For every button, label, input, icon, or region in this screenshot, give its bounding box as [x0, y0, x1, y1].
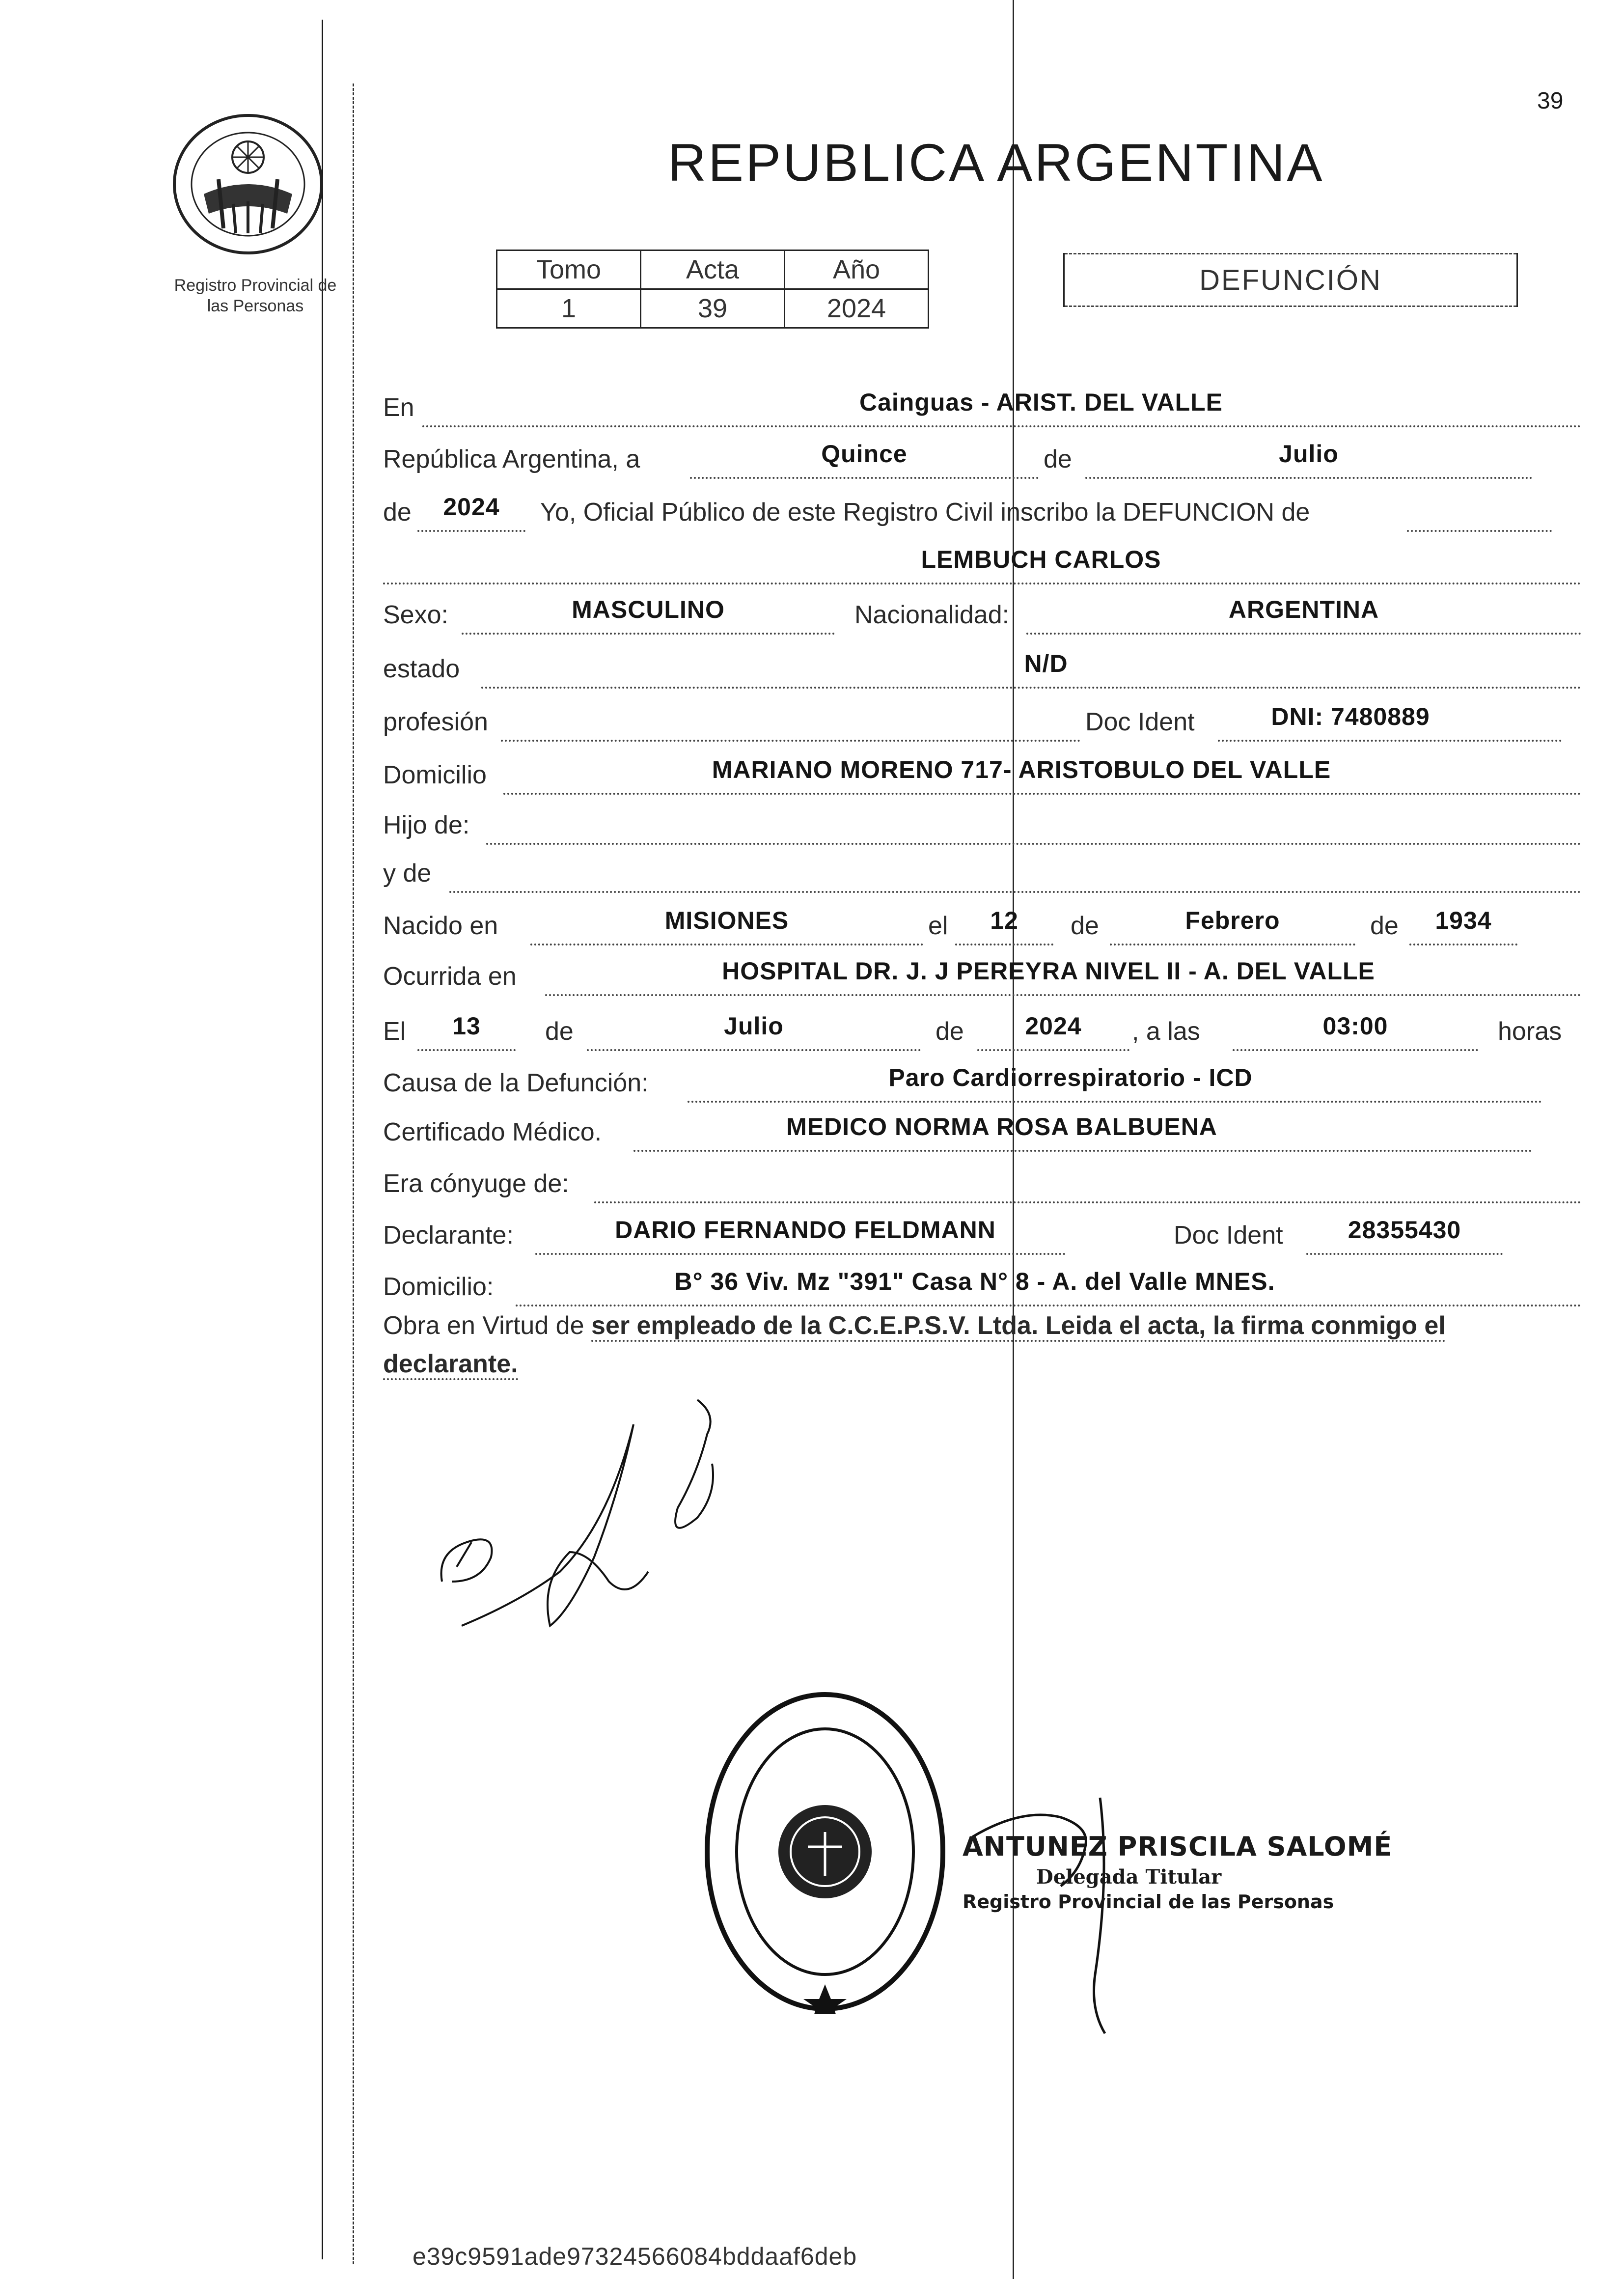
- tomo-value: 1: [497, 289, 641, 328]
- registry-caption: [152, 275, 358, 316]
- declarante-doc-value: 28355430: [1348, 1216, 1461, 1244]
- deceased-name: LEMBUCH CARLOS: [921, 546, 1161, 573]
- official-role: Delegada Titular: [1036, 1865, 1222, 1889]
- acta-header: Acta: [641, 250, 785, 289]
- official-office: Registro Provincial de las Personas: [963, 1891, 1334, 1913]
- doc-value: DNI: 7480889: [1271, 703, 1430, 730]
- oficial-text: Yo, Oficial Público de este Registro Civil inscribo la DEFUNCION de: [540, 498, 1310, 527]
- month-written: Julio: [1279, 440, 1339, 468]
- record-type: DEFUNCIÓN: [1199, 264, 1382, 296]
- nacido-label: Nacido en: [383, 912, 498, 940]
- birth-day: 12: [990, 907, 1018, 934]
- death-day: 13: [452, 1012, 481, 1040]
- doc-label: Doc Ident: [1085, 708, 1195, 736]
- row-estado: [383, 649, 1581, 684]
- declarante-value: DARIO FERNANDO FELDMANN: [615, 1216, 996, 1244]
- nacido-value: MISIONES: [664, 907, 789, 934]
- el-label: el: [928, 912, 948, 940]
- sexo-value: MASCULINO: [572, 596, 725, 623]
- y-de-label: y de: [383, 859, 432, 888]
- tomo-header: Tomo: [497, 250, 641, 289]
- row-nombre: [383, 545, 1581, 580]
- domicilio-label: Domicilio: [383, 761, 487, 789]
- page-title: REPUBLICA ARGENTINA: [668, 133, 1324, 192]
- birth-year: 1934: [1435, 907, 1492, 934]
- declarant-signature: [422, 1395, 766, 1690]
- ocurrida-label: Ocurrida en: [383, 962, 517, 991]
- en-value: Cainguas - ARIST. DEL VALLE: [859, 389, 1223, 416]
- provincial-seal-icon: [165, 106, 331, 263]
- registry-caption-line2: las Personas: [207, 297, 304, 315]
- de-label: de: [1044, 445, 1072, 473]
- a-las-label: , a las: [1132, 1017, 1200, 1046]
- nacionalidad-label: Nacionalidad:: [854, 601, 1010, 629]
- row-fecha: [383, 440, 1581, 474]
- row-profesion: [383, 702, 1581, 737]
- registry-caption-line1: Registro Provincial de: [174, 276, 337, 295]
- hijo-label: Hijo de:: [383, 811, 470, 839]
- declarante-domicilio-value: B° 36 Viv. Mz "391" Casa N° 8 - A. del Valle MNES.: [674, 1268, 1275, 1295]
- ocurrida-value: HOSPITAL DR. J. J PEREYRA NIVEL II - A. DEL VALLE: [722, 957, 1375, 985]
- row-conyuge: [383, 1164, 1581, 1198]
- day-written: Quince: [821, 440, 908, 468]
- acta-value: 39: [641, 289, 785, 328]
- row-causa: [383, 1063, 1581, 1098]
- profesion-label: profesión: [383, 708, 488, 736]
- reference-table: [496, 250, 929, 329]
- row-declarante-domicilio: [383, 1267, 1581, 1302]
- death-year: 2024: [1025, 1012, 1082, 1040]
- de-label-5: de: [545, 1017, 574, 1046]
- row-domicilio: [383, 755, 1581, 790]
- row-en: [383, 388, 1581, 422]
- official-name: ANTUNEZ PRISCILA SALOMÉ: [963, 1831, 1393, 1862]
- page-number: 39: [1537, 88, 1564, 114]
- sexo-label: Sexo:: [383, 601, 448, 629]
- causa-label: Causa de la Defunción:: [383, 1069, 649, 1097]
- conyuge-label: Era cónyuge de:: [383, 1169, 569, 1198]
- obra-prefix: Obra en Virtud de: [383, 1311, 584, 1340]
- certificado-value: MEDICO NORMA ROSA BALBUENA: [786, 1113, 1217, 1140]
- binding-dash-line: [353, 83, 354, 2264]
- row-ocurrida: [383, 957, 1581, 991]
- republica-label: República Argentina, a: [383, 445, 640, 473]
- row-oficial: [383, 493, 1581, 527]
- estado-value: N/D: [1024, 650, 1068, 677]
- year-value: 2024: [443, 493, 500, 521]
- en-label: En: [383, 393, 414, 422]
- row-nacido: [383, 906, 1581, 941]
- causa-value: Paro Cardiorrespiratorio - ICD: [888, 1064, 1253, 1091]
- row-fecha-defuncion: [383, 1012, 1581, 1046]
- death-month: Julio: [724, 1012, 784, 1040]
- birth-month: Febrero: [1185, 907, 1280, 934]
- anio-value: 2024: [785, 289, 929, 328]
- de-label-6: de: [936, 1017, 964, 1046]
- horas-label: horas: [1498, 1017, 1562, 1046]
- official-stamp: [702, 1690, 948, 2014]
- estado-label: estado: [383, 655, 460, 683]
- row-sexo: [383, 595, 1581, 630]
- declarante-label: Declarante:: [383, 1221, 514, 1250]
- death-time: 03:00: [1322, 1012, 1388, 1040]
- obra-en-virtud: [383, 1306, 1581, 1383]
- de-label-2: de: [383, 498, 412, 527]
- declarante-doc-label: Doc Ident: [1174, 1221, 1283, 1250]
- row-y-de: [383, 854, 1581, 888]
- row-declarante: [383, 1216, 1581, 1250]
- document-hash: e39c9591ade97324566084bddaaf6deb: [413, 2243, 857, 2270]
- de-label-3: de: [1071, 912, 1099, 940]
- nacionalidad-value: ARGENTINA: [1228, 596, 1379, 623]
- row-hijo: [383, 806, 1581, 840]
- declarante-domicilio-label: Domicilio:: [383, 1273, 494, 1301]
- el-cap-label: El: [383, 1017, 406, 1046]
- de-label-4: de: [1370, 912, 1399, 940]
- domicilio-value: MARIANO MORENO 717- ARISTOBULO DEL VALLE: [712, 756, 1331, 783]
- record-type-box: [1063, 253, 1518, 307]
- certificado-label: Certificado Médico.: [383, 1118, 602, 1146]
- anio-header: Año: [785, 250, 929, 289]
- binding-line-left: [322, 20, 323, 2259]
- obra-value: ser empleado de la C.C.E.P.S.V. Ltda. Leida el acta, la firma conmigo el declarante.: [383, 1311, 1446, 1380]
- row-certificado: [383, 1112, 1581, 1147]
